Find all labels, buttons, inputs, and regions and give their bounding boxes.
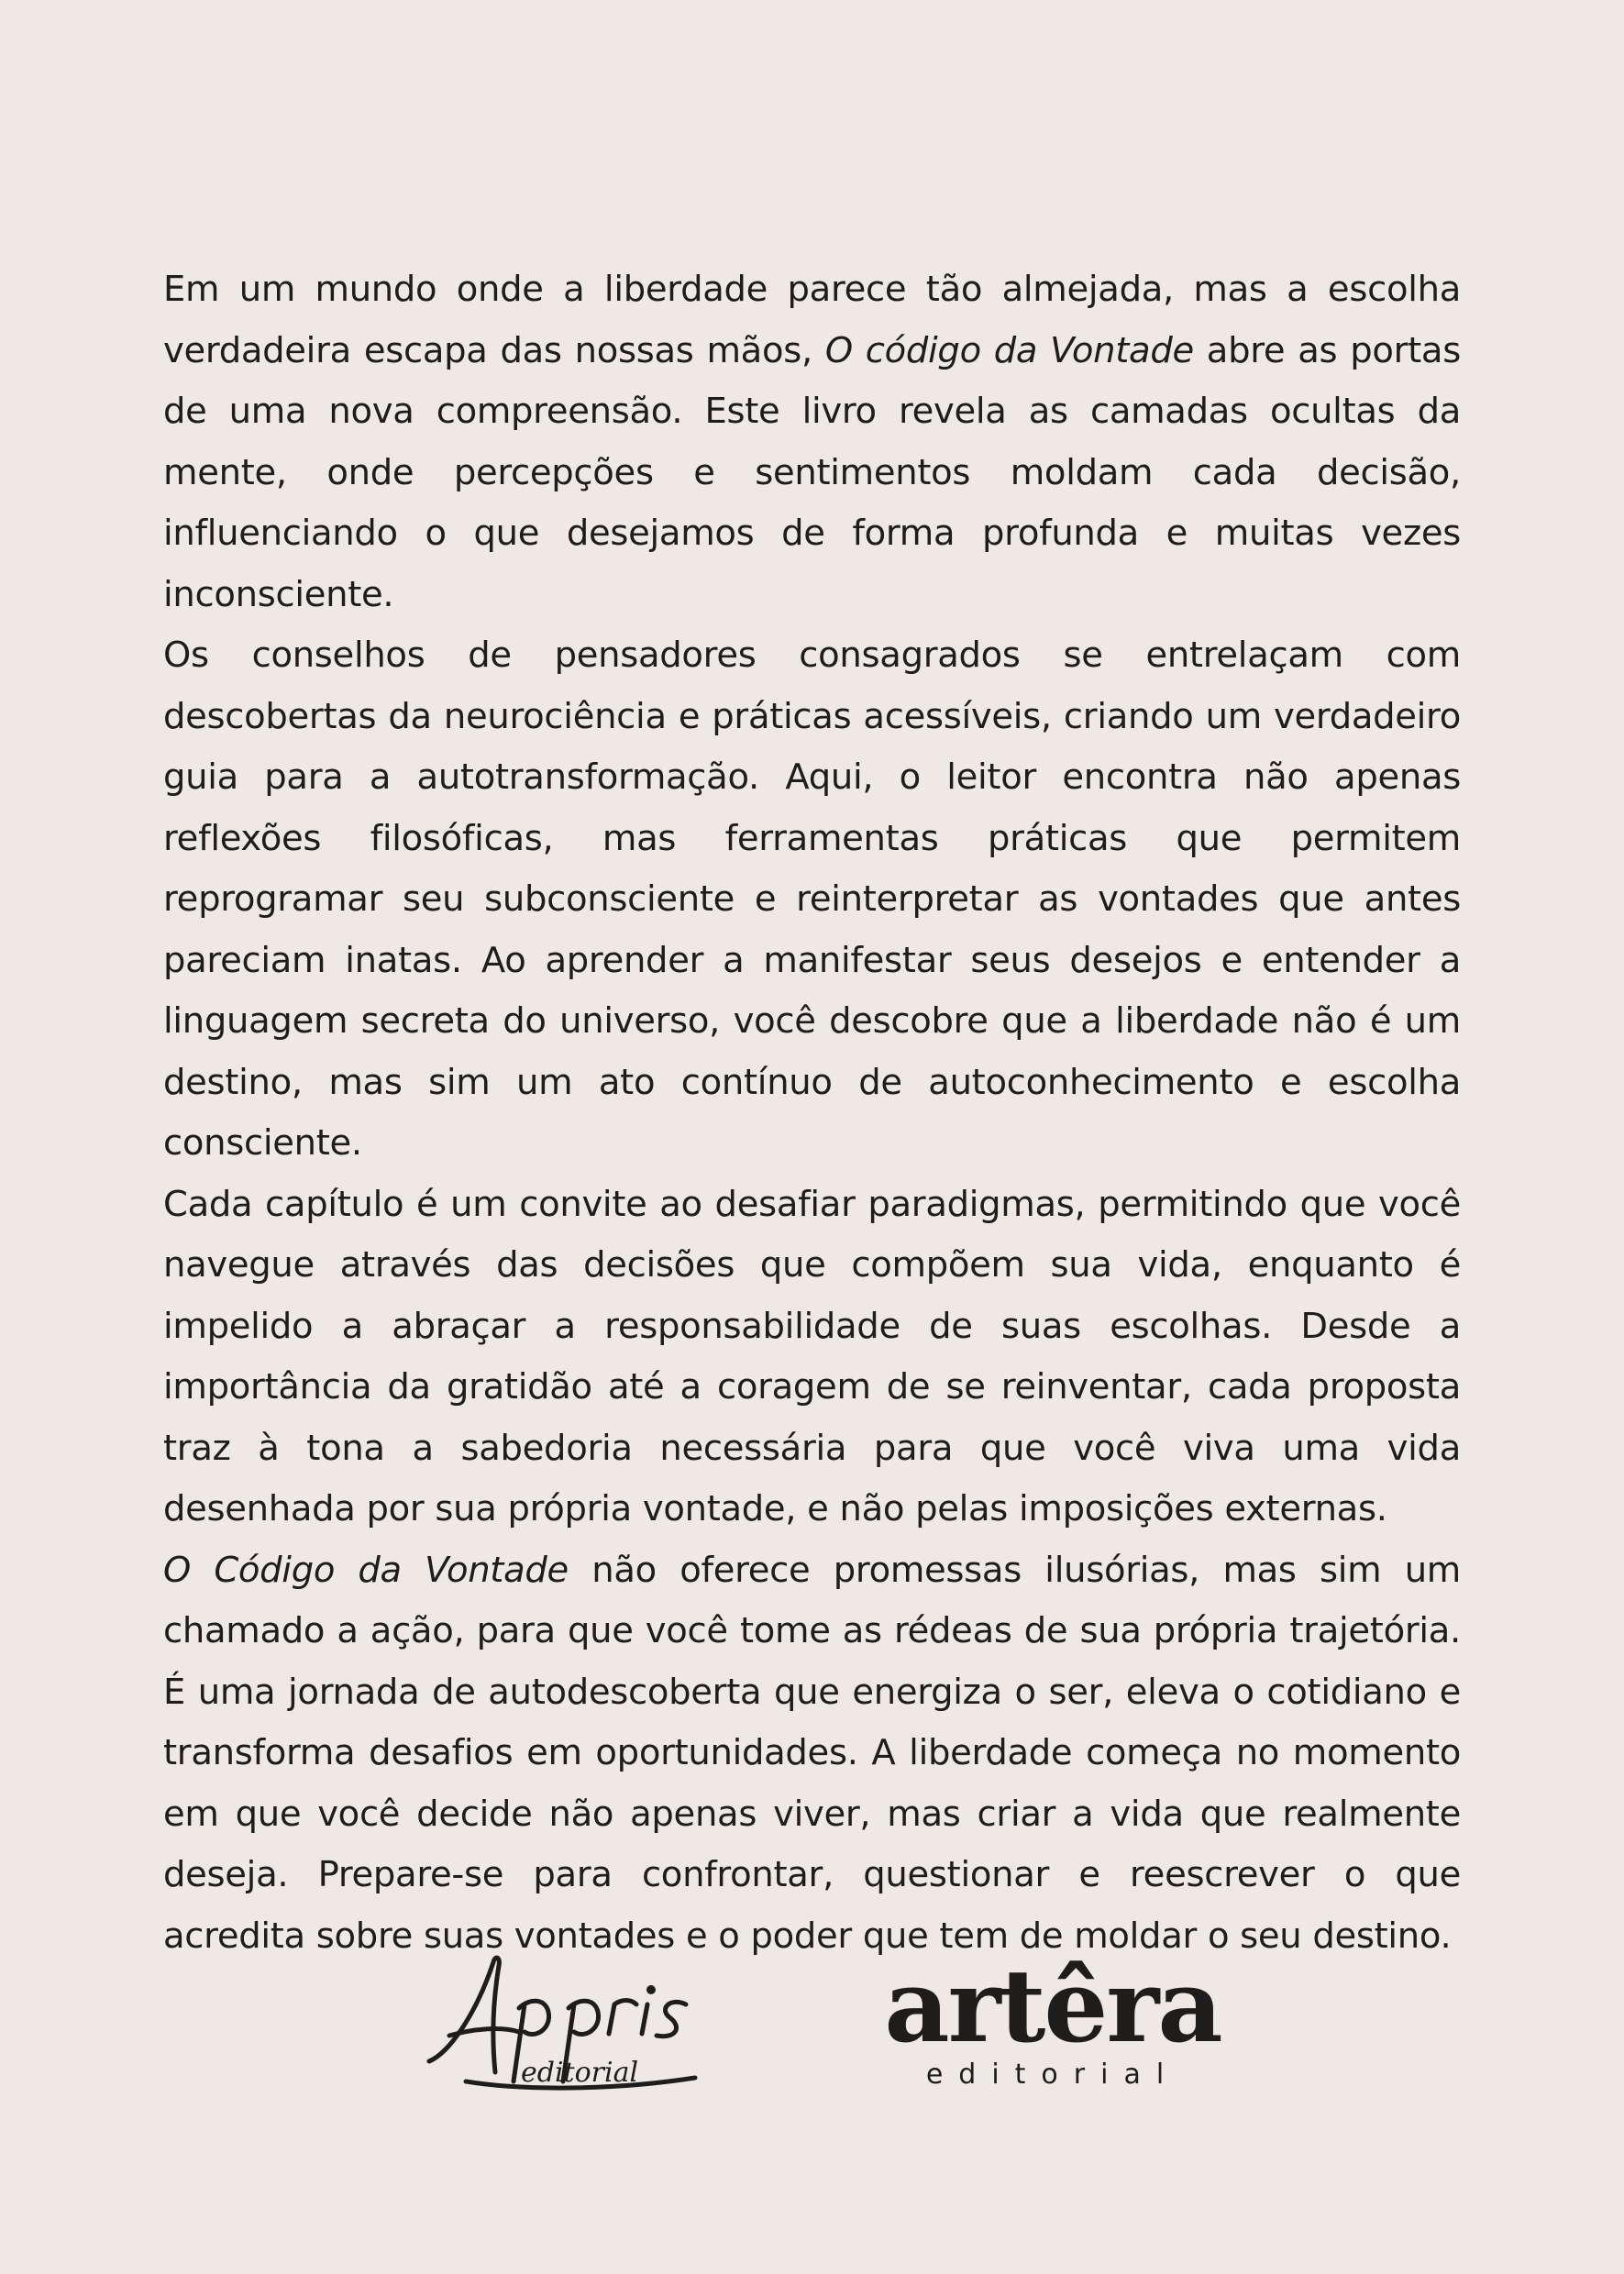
paragraph-4: [163, 1540, 1461, 1968]
text-segment: não oferece promessas ilusórias, mas sim um chamado a ação, para que você tome as rédeas de sua própria trajetória. É uma jornada de autodescoberta que energiza o ser, eleva o cotidiano e transforma desafios em oportunidades. A liberdade começa no momento em que você decide não apenas viver, mas criar a vida que realmente deseja. Prepare-se para confrontar, questionar e reescrever o que acredita sobre suas vontades e o poder que tem de moldar o seu destino.: [163, 1549, 1461, 1957]
appris-editorial-logo: [411, 1944, 723, 2109]
book-title-italic: O Código da Vontade: [163, 1549, 569, 1591]
appris-sub-text: editorial: [521, 2057, 639, 2089]
artera-sub-text: editorial: [925, 2059, 1180, 2091]
back-cover-text: [163, 259, 1461, 1967]
artera-wordmark: artêra: [884, 1947, 1221, 2065]
text-segment: Os conselhos de pensadores consagrados se entrelaçam com descobertas da neurociência e práticas acessíveis, criando um verdadeiro guia para a autotransformação. Aqui, o leitor encontra não apenas reflexões filosóficas, mas ferramentas práticas que permitem reprogramar seu subconsciente e reinterpretar as vontades que antes pareciam inatas. Ao aprender a manifestar seus desejos e entender a linguagem secreta do universo, você descobre que a liberdade não é um destino, mas sim um ato contínuo de autoconhecimento e escolha consciente.: [163, 635, 1461, 1164]
paragraph-1: [163, 259, 1461, 625]
text-segment: Cada capítulo é um convite ao desafiar paradigmas, permitindo que você navegue através das decisões que compõem sua vida, enquanto é impelido a abraçar a responsabilidade de suas escolhas. Desde a importância da gratidão até a coragem de se reinventar, cada proposta traz à tona a sabedoria necessária para que você viva uma vida desenhada por sua própria vontade, e não pelas imposições externas.: [163, 1183, 1461, 1529]
appris-logo-mark: [411, 1944, 723, 2109]
book-title-italic: O código da Vontade: [824, 329, 1194, 371]
text-segment: Em um mundo onde a liberdade parece tão almejada, mas a escolha verdadeira escapa das nossas mãos,: [163, 269, 1461, 371]
publisher-logos: [0, 1944, 1624, 2127]
paragraph-2: [163, 625, 1461, 1175]
paragraph-3: [163, 1175, 1461, 1540]
artera-editorial-logo: [878, 1944, 1227, 2109]
text-segment: abre as portas de uma nova compreensão. Este livro revela as camadas ocultas da mente, onde percepções e sentimentos moldam cada decisão, influenciando o que desejamos de forma profunda e muitas vezes inconsciente.: [163, 329, 1461, 615]
